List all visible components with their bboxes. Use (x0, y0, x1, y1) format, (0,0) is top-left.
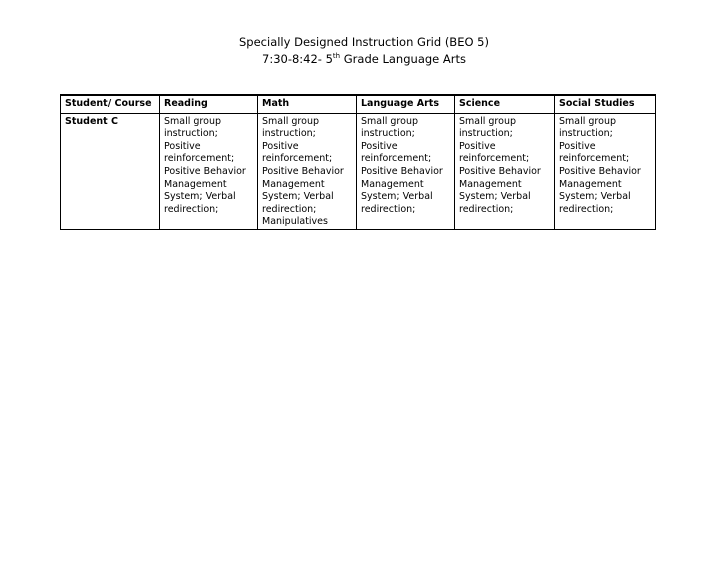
title-line-1: Specially Designed Instruction Grid (BEO 5) (239, 35, 489, 49)
title-time-grade: 7:30-8:42- 5 (262, 52, 333, 66)
document-title (0, 34, 728, 68)
cell-science: Small group instruction; Positive reinforcement; Positive Behavior Management System; Verbal redirection; (455, 113, 555, 229)
header-math: Math (258, 95, 357, 113)
title-ordinal-suffix: th (332, 52, 341, 61)
title-line-2 (0, 51, 728, 68)
instruction-grid-table (60, 94, 656, 230)
table-row (61, 113, 656, 229)
row-label-student: Student C (61, 113, 160, 229)
cell-math: Small group instruction; Positive reinforcement; Positive Behavior Management System; Verbal redirection; Manipulatives (258, 113, 357, 229)
header-student-course: Student/ Course (61, 95, 160, 113)
cell-language-arts: Small group instruction; Positive reinforcement; Positive Behavior Management System; Verbal redirection; (357, 113, 455, 229)
header-social-studies: Social Studies (555, 95, 656, 113)
header-reading: Reading (160, 95, 258, 113)
title-subject: Grade Language Arts (340, 52, 466, 66)
cell-social-studies: Small group instruction; Positive reinforcement; Positive Behavior Management System; Verbal redirection; (555, 113, 656, 229)
cell-reading: Small group instruction; Positive reinforcement; Positive Behavior Management System; Verbal redirection; (160, 113, 258, 229)
table-header-row (61, 95, 656, 113)
header-language-arts: Language Arts (357, 95, 455, 113)
header-science: Science (455, 95, 555, 113)
